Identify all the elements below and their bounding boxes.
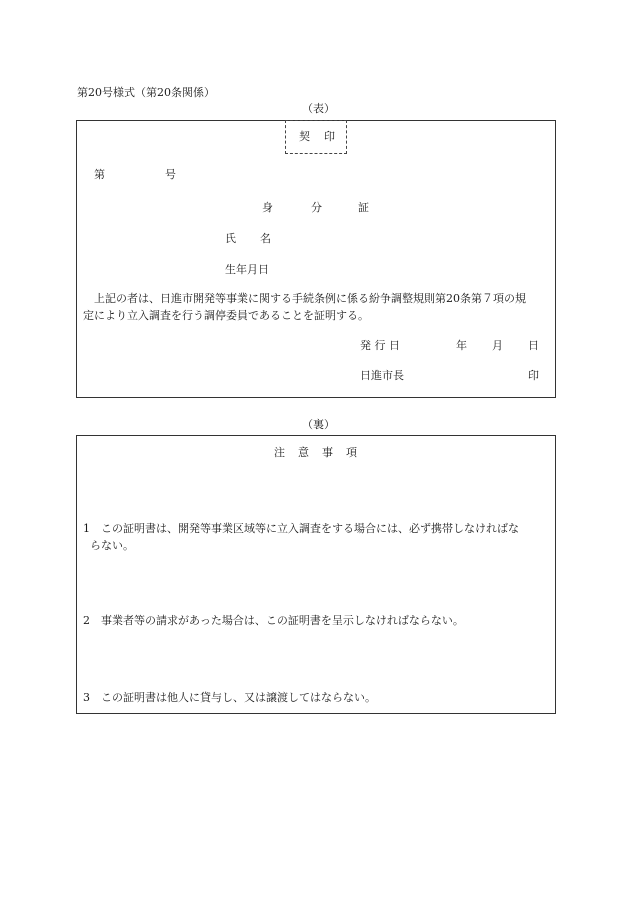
note-3-number: 3 [83, 691, 90, 704]
issuer: 日進市長 [360, 369, 404, 382]
notes-heading-char-4: 項 [346, 446, 357, 459]
name-label-char-2: 名 [260, 232, 271, 245]
card-title-char-3: 証 [358, 201, 369, 214]
number-prefix: 第 [94, 168, 105, 181]
note-2-number: 2 [83, 614, 90, 627]
stamp-box [285, 120, 347, 154]
issuer-seal: 印 [528, 369, 539, 382]
stamp-char-2: 印 [324, 130, 335, 143]
name-label-char-1: 氏 [225, 232, 236, 245]
front-card [76, 120, 556, 398]
note-1-line-2: らない。 [90, 539, 134, 552]
note-1-line-1: この証明書は、開発等事業区域等に立入調査をする場合には、必ず携帯しなければな [101, 522, 519, 535]
notes-heading-char-3: 事 [322, 446, 333, 459]
certification-text-line-2: 定により立入調査を行う調停委員であることを証明する。 [83, 309, 369, 322]
issue-month: 月 [492, 339, 503, 352]
stamp-char-1: 契 [299, 130, 310, 143]
form-title: 第20号様式（第20条関係） [77, 86, 215, 99]
back-label: （裏） [302, 418, 335, 431]
issue-date-label: 発 行 日 [360, 339, 400, 352]
birth-date-label: 生年月日 [225, 263, 269, 276]
number-suffix: 号 [165, 168, 176, 181]
issue-year: 年 [456, 339, 467, 352]
card-title-char-2: 分 [311, 201, 322, 214]
note-3-line-1: この証明書は他人に貸与し、又は譲渡してはならない。 [101, 691, 376, 704]
note-2-line-1: 事業者等の請求があった場合は、この証明書を呈示しなければならない。 [101, 614, 464, 627]
front-label: （表） [302, 102, 335, 115]
note-1-number: 1 [83, 522, 90, 535]
notes-heading-char-1: 注 [274, 446, 285, 459]
notes-heading-char-2: 意 [298, 446, 309, 459]
issue-day: 日 [528, 339, 539, 352]
certification-text-line-1: 上記の者は、日進市開発等事業に関する手続条例に係る紛争調整規則第20条第７項の規 [94, 292, 526, 305]
card-title-char-1: 身 [262, 201, 273, 214]
back-card [76, 435, 556, 714]
